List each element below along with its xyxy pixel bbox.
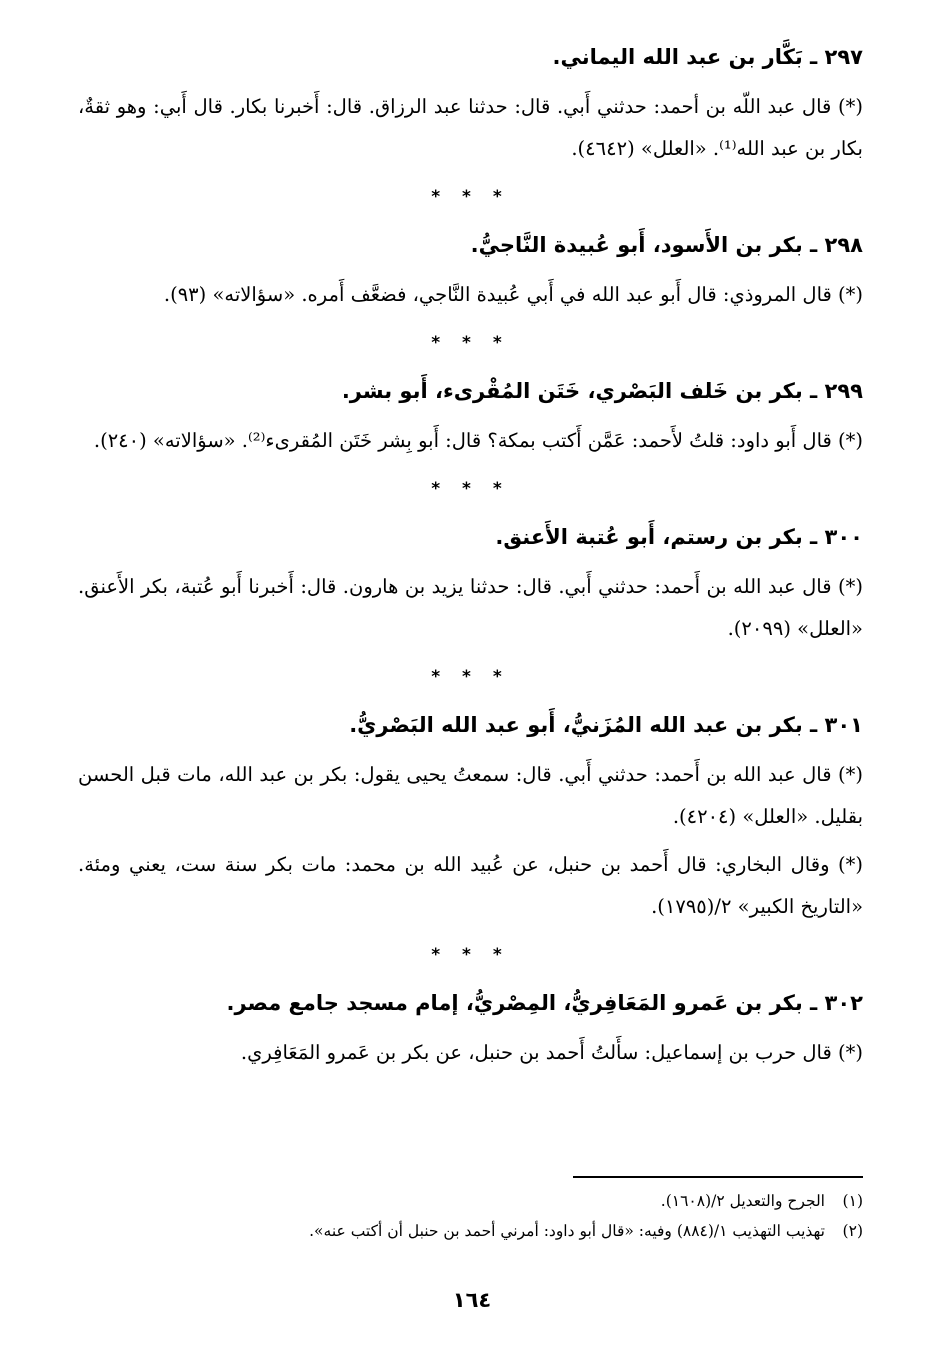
- footnotes: [78, 1186, 863, 1246]
- entry-title: ٣٠١ ـ بكر بن عبد الله المُزَنيُّ، أَبو عبد الله البَصْريُّ.: [349, 713, 863, 737]
- entry-297: [78, 40, 863, 170]
- footnote-number: (١): [842, 1192, 863, 1210]
- entry-paragraph: (*) قال عبد الله بن أَحمد: حدثني أَبي. قال: حدثنا يزيد بن هارون. قال: أَخبرنا أَبو عُتبة، بكر الأَعنق. «العلل» (٢٠٩٩).: [78, 575, 863, 640]
- entry-301: [78, 708, 863, 928]
- footnote-2: [78, 1216, 863, 1246]
- section-separator: * * *: [431, 479, 510, 499]
- entry-title: ٢٩٧ ـ بَكَّار بن عبد الله اليماني.: [552, 45, 863, 69]
- entry-302: [78, 986, 863, 1074]
- entry-paragraph: (*) قال عبد الله بن أَحمد: حدثني أَبي. قال: سمعتُ يحيى يقول: بكر بن عبد الله، مات قبل الحسن بقليل. «العلل» (٤٢٠٤).: [78, 763, 863, 828]
- entry-paragraph: (*) قال عبد اللّه بن أحمد: حدثني أَبي. قال: حدثنا عبد الرزاق. قال: أَخبرنا بكار. قال أَبي: وهو ثقةٌ، بكار بن عبد الله⁽¹⁾. «العلل» (٤٦٤٢).: [78, 95, 863, 160]
- entry-title: ٣٠٢ ـ بكر بن عَمرو المَعَافِريُّ، المِصْريُّ، إمام مسجد جامع مصر.: [226, 991, 863, 1015]
- footnote-number: (٢): [842, 1222, 863, 1240]
- section-separator: * * *: [431, 945, 510, 965]
- section-separator: * * *: [431, 187, 510, 207]
- entry-299: [78, 374, 863, 462]
- footnote-divider: [573, 1176, 863, 1178]
- entry-298: [78, 228, 863, 316]
- entry-300: [78, 520, 863, 650]
- entry-paragraph: (*) وقال البخاري: قال أَحمد بن حنبل، عن عُبيد الله بن محمد: مات بكر سنة ست، يعني ومئة. «التاريخ الكبير» ٢/(١٧٩٥).: [78, 853, 863, 918]
- entry-paragraph: (*) قال أَبو داود: قلتُ لأَحمد: عَمَّن أَكتب بمكة؟ قال: أَبو بِشر خَتَن المُقرىء⁽²⁾. «سؤالاته» (٢٤٠).: [93, 429, 863, 452]
- page-number: ١٦٤: [452, 1288, 492, 1312]
- section-separator: * * *: [431, 667, 510, 687]
- section-separator: * * *: [431, 333, 510, 353]
- entry-title: ٢٩٨ ـ بكر بن الأَسود، أَبو عُبيدة النَّاجيُّ.: [470, 233, 863, 257]
- footnote-text: تهذيب التهذيب ١/(٨٨٤) وفيه: «قال أبو داود: أمرني أحمد بن حنبل أن أكتب عنه».: [309, 1222, 825, 1240]
- entry-paragraph: (*) قال حرب بن إسماعيل: سأَلتُ أَحمد بن حنبل، عن بكر بن عَمرو المَعَافِري.: [240, 1041, 863, 1064]
- entry-title: ٢٩٩ ـ بكر بن خَلف البَصْري، خَتَن المُقْرىء، أَبو بشر.: [341, 379, 863, 403]
- page-body: [78, 40, 863, 1080]
- footnote-1: [78, 1186, 863, 1216]
- entry-title: ٣٠٠ ـ بكر بن رستم، أَبو عُتبة الأَعنق.: [495, 525, 863, 549]
- footnote-text: الجرح والتعديل ٢/(١٦٠٨).: [660, 1192, 825, 1210]
- entry-paragraph: (*) قال المروذي: قال أَبو عبد الله في أَبي عُبيدة النَّاجي، فضعَّف أَمره. «سؤالاته» (٩٣).: [163, 283, 863, 306]
